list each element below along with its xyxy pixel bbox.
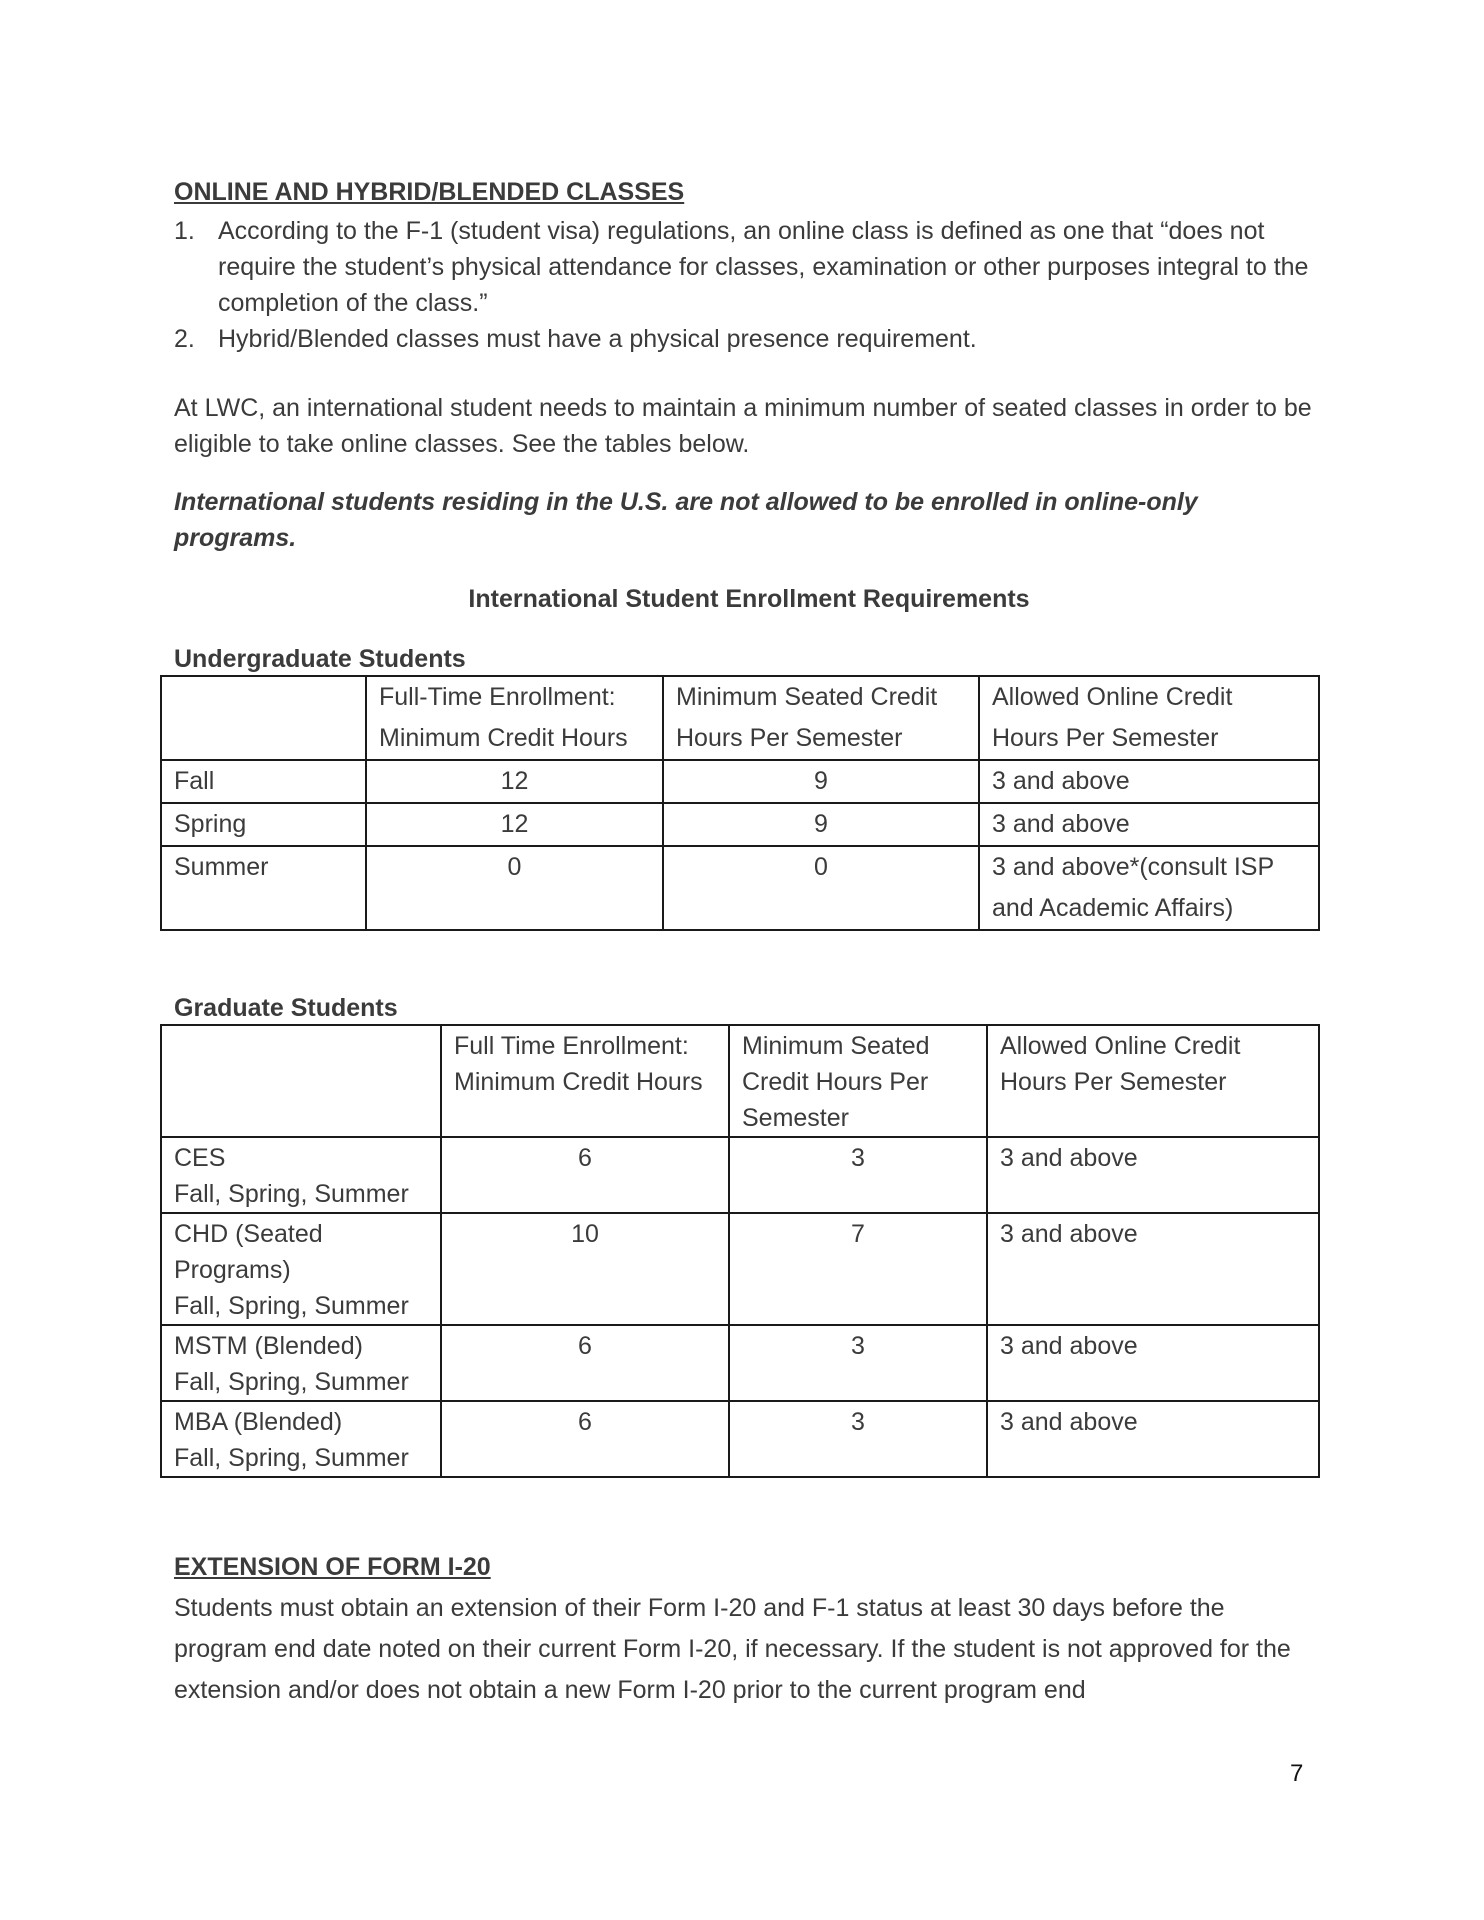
undergraduate-table <box>160 675 1320 931</box>
table-cell <box>161 1137 441 1213</box>
table-row <box>161 1213 1319 1325</box>
program-name: MSTM (Blended) <box>174 1332 363 1360</box>
program-name: MBA (Blended) <box>174 1408 343 1436</box>
table-cell: 3 <box>729 1325 987 1401</box>
page-number: 7 <box>1290 1760 1304 1787</box>
graduate-table <box>160 1024 1320 1478</box>
table-cell: 3 <box>729 1401 987 1477</box>
table-cell: 3 and above <box>979 803 1319 846</box>
table-cell: 3 and above*(consult ISP and Academic Affairs) <box>979 846 1319 930</box>
table-cell: 3 and above <box>987 1325 1319 1401</box>
table-cell <box>161 1325 441 1401</box>
table-header-row <box>161 1025 1319 1137</box>
table-row <box>161 1325 1319 1401</box>
table-header-cell <box>161 1025 441 1137</box>
table-cell: 6 <box>441 1401 729 1477</box>
table-cell: 3 and above <box>987 1401 1319 1477</box>
table-cell: 10 <box>441 1213 729 1325</box>
table-cell: 3 and above <box>979 760 1319 803</box>
extension-heading: EXTENSION OF FORM I-20 <box>174 1553 491 1581</box>
table-cell: Spring <box>161 803 366 846</box>
table-cell: 3 and above <box>987 1213 1319 1325</box>
table-row <box>161 1401 1319 1477</box>
program-terms: Fall, Spring, Summer <box>174 1292 409 1320</box>
table-header-cell <box>161 676 366 760</box>
table-cell: 9 <box>663 803 979 846</box>
table-cell: 0 <box>663 846 979 930</box>
list-text: According to the F-1 (student visa) regulations, an online class is defined as one that “does not require the student’s physical attendance for classes, examination or other purposes integral to the completion of the class.” <box>218 217 1309 317</box>
table-row <box>161 846 1319 930</box>
graduate-label: Graduate Students <box>174 994 398 1022</box>
table-row <box>161 803 1319 846</box>
table-cell: 3 <box>729 1137 987 1213</box>
online-rules-list <box>174 213 1324 357</box>
program-name: CES <box>174 1144 226 1172</box>
table-cell: 7 <box>729 1213 987 1325</box>
table-header-cell: Minimum Seated Credit Hours Per Semester <box>663 676 979 760</box>
table-cell: 12 <box>366 803 663 846</box>
program-name: CHD (Seated Programs) <box>174 1220 323 1284</box>
list-number: 1. <box>174 217 195 245</box>
undergraduate-label: Undergraduate Students <box>174 645 466 673</box>
table-cell: 9 <box>663 760 979 803</box>
online-only-notice: International students residing in the U.S. are not allowed to be enrolled in online-only programs. <box>174 488 1198 552</box>
online-classes-heading: ONLINE AND HYBRID/BLENDED CLASSES <box>174 178 685 206</box>
program-terms: Fall, Spring, Summer <box>174 1444 409 1472</box>
table-header-cell: Minimum Seated Credit Hours Per Semester <box>729 1025 987 1137</box>
list-item <box>174 321 1324 357</box>
table-cell: Fall <box>161 760 366 803</box>
table-header-cell: Allowed Online Credit Hours Per Semester <box>987 1025 1319 1137</box>
extension-paragraph: Students must obtain an extension of their Form I-20 and F-1 status at least 30 days before the program end date noted on their current Form I-20, if necessary. If the student is not approved for the extension and/or does not obtain a new Form I-20 prior to the current program end <box>174 1594 1291 1704</box>
table-header-cell: Full-Time Enrollment: Minimum Credit Hours <box>366 676 663 760</box>
table-header-row <box>161 676 1319 760</box>
table-cell: 3 and above <box>987 1137 1319 1213</box>
table-cell: 0 <box>366 846 663 930</box>
table-row <box>161 1137 1319 1213</box>
list-item <box>174 213 1324 321</box>
program-terms: Fall, Spring, Summer <box>174 1368 409 1396</box>
table-header-cell: Full Time Enrollment: Minimum Credit Hours <box>441 1025 729 1137</box>
requirements-title: International Student Enrollment Requirements <box>468 585 1030 613</box>
table-cell: 6 <box>441 1325 729 1401</box>
table-cell: 6 <box>441 1137 729 1213</box>
list-number: 2. <box>174 325 195 353</box>
program-terms: Fall, Spring, Summer <box>174 1180 409 1208</box>
list-text: Hybrid/Blended classes must have a physical presence requirement. <box>218 325 977 353</box>
table-cell <box>161 1213 441 1325</box>
table-cell <box>161 1401 441 1477</box>
table-cell: 12 <box>366 760 663 803</box>
table-header-cell: Allowed Online Credit Hours Per Semester <box>979 676 1319 760</box>
lwc-paragraph: At LWC, an international student needs to maintain a minimum number of seated classes in order to be eligible to take online classes. See the tables below. <box>174 394 1312 458</box>
table-cell: Summer <box>161 846 366 930</box>
table-row <box>161 760 1319 803</box>
